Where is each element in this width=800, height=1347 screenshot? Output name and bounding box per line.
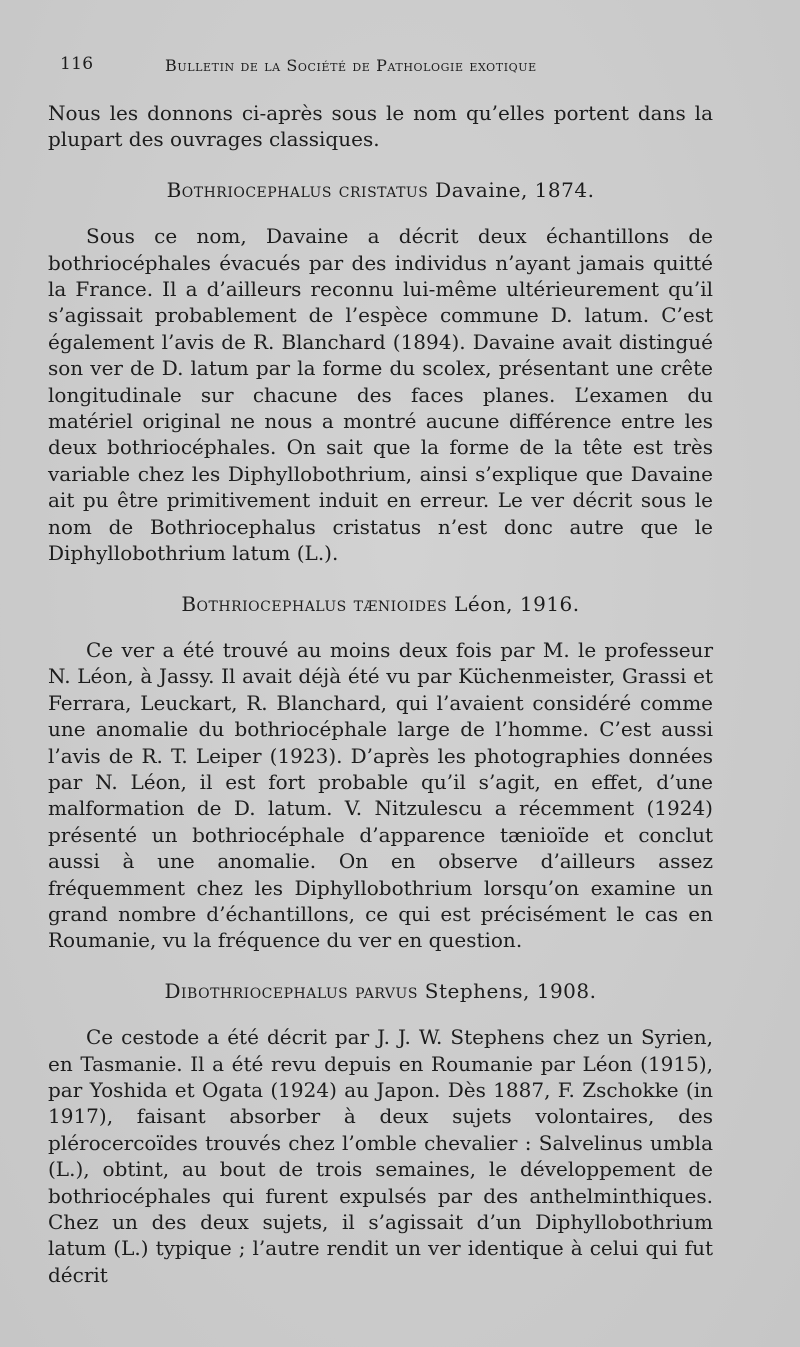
heading-author: Davaine, 1874. xyxy=(435,177,595,202)
running-title: Bulletin de la Société de Pathologie exotique xyxy=(165,56,537,75)
section-heading-cristatus xyxy=(48,177,713,203)
heading-genus: Dibothriocephalus parvus xyxy=(164,978,418,1003)
section-paragraph-taenioides: Ce ver a été trouvé au moins deux fois par M. le professeur N. Léon, à Jassy. Il avait déjà été vu par Küchenmeister, Grassi et Ferrara, Leuckart, R. Blanchard, qui l’avaient considéré comme une anomalie du bothriocéphale large de l’homme. C’est aussi l’avis de R. T. Leiper (1923). D’après les photographies données par N. Léon, il est fort probable qu’il s’agit, en effet, d’une malformation de D. latum. V. Nitzulescu a récemment (1924) présenté un bothriocéphale d’apparence tænioïde et conclut aussi à une anomalie. On en observe d’ailleurs assez fréquemment chez les Diphyllobothrium lorsqu’on examine un grand nombre d’échantillons, ce qui est précisément le cas en Roumanie, vu la fréquence du ver en question. xyxy=(48,637,713,953)
page-number: 116 xyxy=(60,54,94,74)
heading-author: Stephens, 1908. xyxy=(424,978,597,1003)
section-paragraph-parvus: Ce cestode a été décrit par J. J. W. Stephens chez un Syrien, en Tasmanie. Il a été revu depuis en Roumanie par Léon (1915), par Yoshida et Ogata (1924) au Japon. Dès 1887, F. Zschokke (in 1917), faisant absorber à deux sujets volontaires, des plérocercoïdes trouvés chez l’omble chevalier : Salvelinus umbla (L.), obtint, au bout de trois semaines, le développement de bothriocéphales qui furent expulsés par des anthelminthiques. Chez un des deux sujets, il s’agissait d’un Diphyllobothrium latum (L.) typique ; l’autre rendit un ver identique à celui qui fut décrit xyxy=(48,1025,713,1287)
section-heading-parvus xyxy=(48,978,713,1004)
section-paragraph-cristatus: Sous ce nom, Davaine a décrit deux échantillons de bothriocéphales évacués par des individus n’ayant jamais quitté la France. Il a d’ailleurs reconnu lui-même ultérieurement qu’il s’agissait probablement de l’espèce commune D. latum. C’est également l’avis de R. Blanchard (1894). Davaine avait distingué son ver de D. latum par la forme du scolex, présentant une crête longitudinale sur chacune des faces planes. L’examen du matériel original ne nous a montré aucune différence entre les deux bothriocéphales. On sait que la forme de la tête est très variable chez les Diphyllobothrium, ainsi s’explique que Davaine ait pu être primitivement induit en erreur. Le ver décrit sous le nom de Bothriocephalus cristatus n’est donc autre que le Diphyllobothrium latum (L.). xyxy=(48,224,713,566)
heading-genus: Bothriocephalus tænioides xyxy=(181,591,448,616)
page-body xyxy=(48,100,713,1288)
heading-author: Léon, 1916. xyxy=(454,591,580,616)
heading-genus: Bothriocephalus cristatus xyxy=(166,177,429,202)
intro-paragraph: Nous les donnons ci-après sous le nom qu’elles portent dans la plupart des ouvrages classiques. xyxy=(48,101,713,152)
section-heading-taenioides xyxy=(48,591,713,617)
